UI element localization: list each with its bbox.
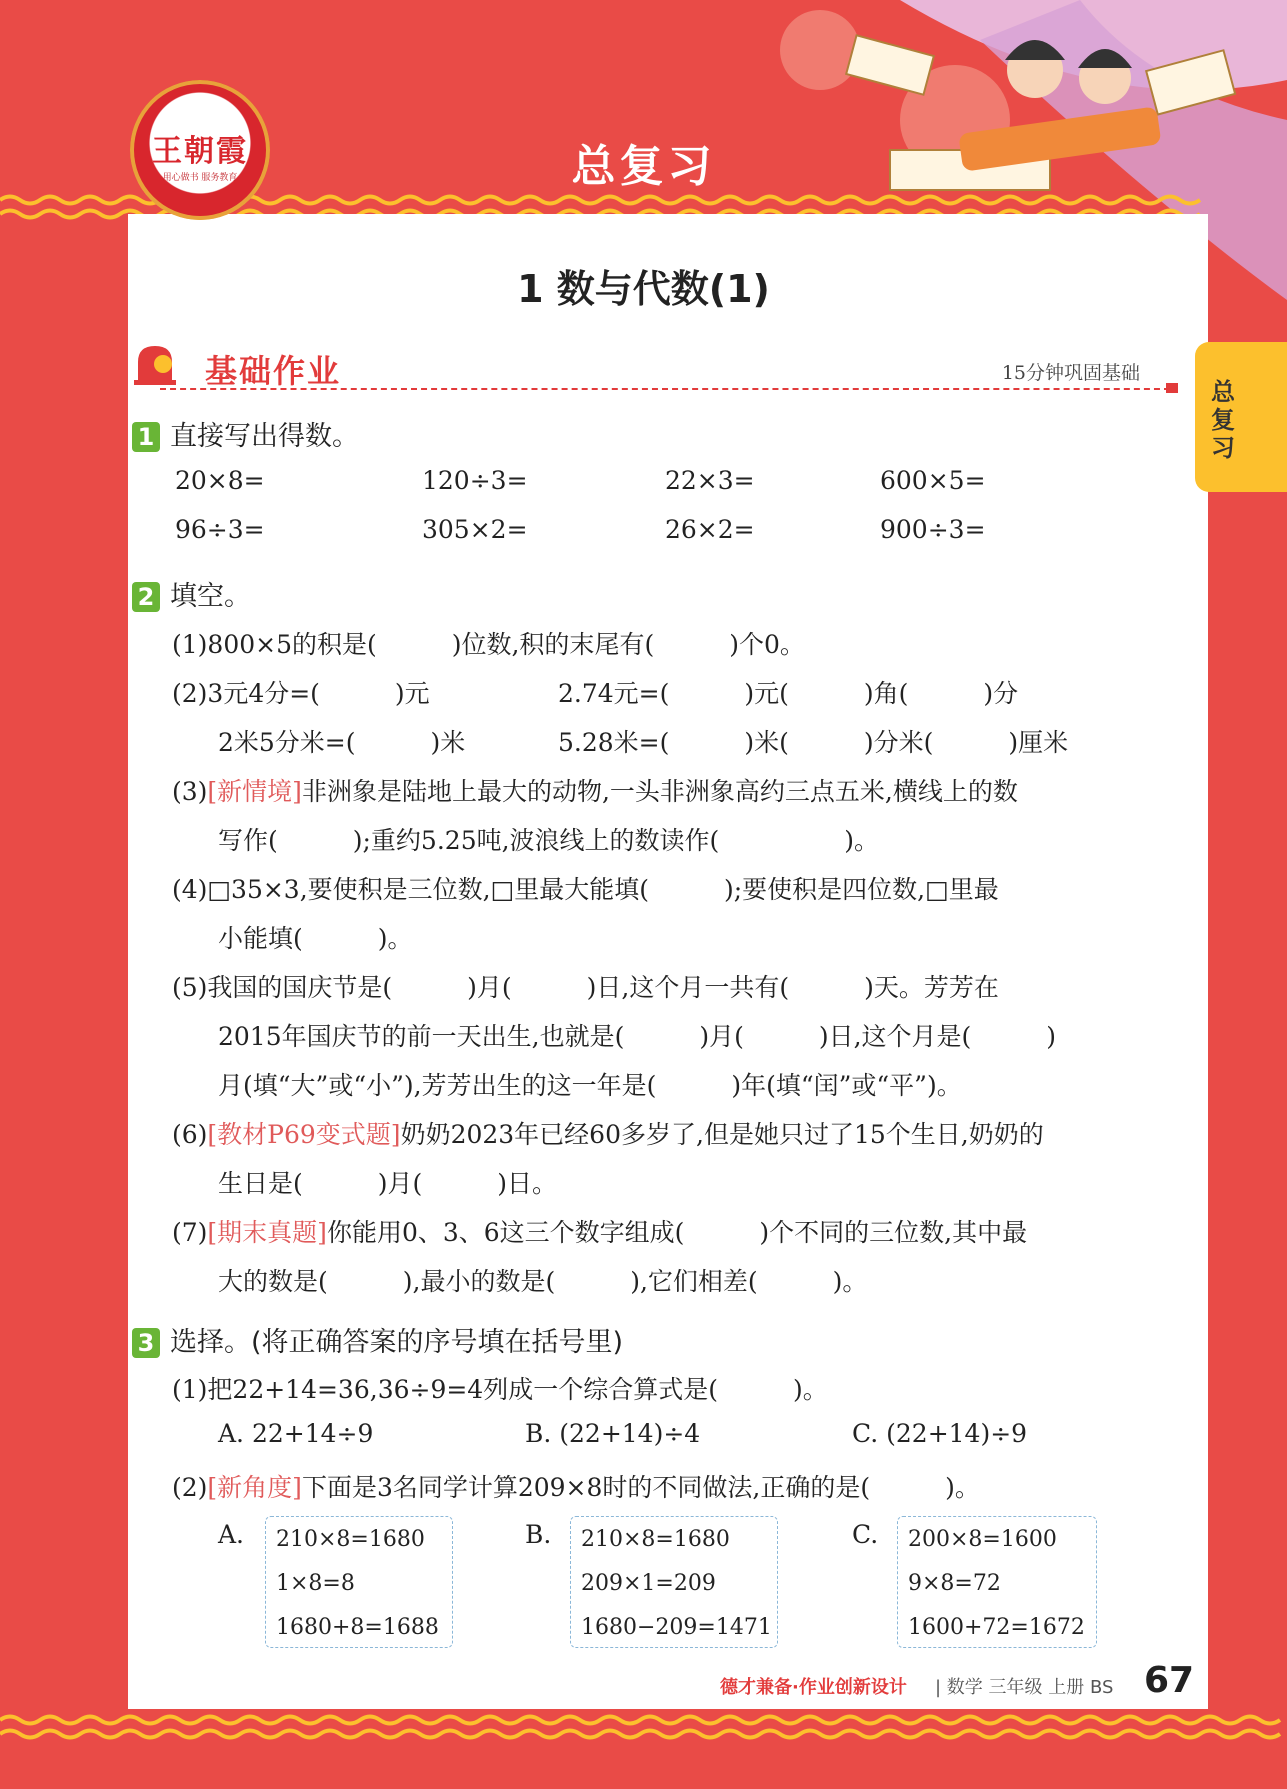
calc-item: 22×3=	[665, 466, 755, 495]
calc-line: 1×8=8	[276, 1571, 355, 1596]
calc-line: 210×8=1680	[581, 1527, 730, 1552]
section-time-note: 15分钟巩固基础	[1001, 362, 1140, 384]
item-tag: [期末真题]	[207, 1218, 327, 1247]
fill-line: 生日是( )月( )日。	[218, 1169, 558, 1198]
fill-line: (1)800×5的积是( )位数,积的末尾有( )个0。	[172, 630, 805, 659]
side-tab-label: 总复习	[1211, 378, 1235, 462]
section-divider	[160, 388, 1170, 390]
fill-line: (5)我国的国庆节是( )月( )日,这个月一共有( )天。芳芳在	[172, 973, 999, 1002]
choice-question: (1)把22+14=36,36÷9=4列成一个综合算式是( )。	[172, 1375, 828, 1404]
item-tag: [教材P69变式题]	[207, 1120, 401, 1149]
calc-item: 600×5=	[880, 466, 986, 495]
choice-option: C. (22+14)÷9	[852, 1419, 1028, 1448]
calc-method-box	[265, 1516, 453, 1648]
fill-line: 2米5分米=( )米	[218, 728, 466, 757]
fill-line: 月(填“大”或“小”),芳芳出生的这一年是( )年(填“闰”或“平”)。	[218, 1071, 962, 1100]
page-title: 总复习	[571, 141, 716, 192]
item-text: 下面是3名同学计算209×8时的不同做法,正确的是( )。	[301, 1473, 980, 1502]
calc-line: 1600+72=1672	[908, 1615, 1085, 1640]
choice-option: A. 22+14÷9	[218, 1419, 374, 1448]
question-3-heading	[132, 1320, 623, 1359]
calc-item: 20×8=	[175, 466, 265, 495]
calc-line: 1680−209=1471	[581, 1615, 772, 1640]
calc-item: 26×2=	[665, 515, 755, 544]
choice-option: B. (22+14)÷4	[525, 1419, 701, 1448]
question-1-heading	[132, 414, 359, 453]
fill-line: (4)□35×3,要使积是三位数,□里最大能填( );要使积是四位数,□里最	[172, 875, 999, 904]
fill-line: 大的数是( ),最小的数是( ),它们相差( )。	[218, 1267, 868, 1296]
fill-line: 写作( );重约5.25吨,波浪线上的数读作( )。	[218, 826, 880, 855]
item-number: (2)	[172, 1473, 208, 1502]
calc-line: 200×8=1600	[908, 1527, 1057, 1552]
calc-item: 900÷3=	[880, 515, 986, 544]
calc-item: 120÷3=	[422, 466, 528, 495]
lesson-title: 1 数与代数(1)	[517, 267, 770, 311]
question-3-number: 3	[132, 1328, 160, 1358]
logo-text: 王朝霞	[152, 134, 248, 169]
calc-method-box	[897, 1516, 1097, 1648]
footer-brand: 德才兼备·作业创新设计	[720, 1677, 907, 1698]
section-header	[130, 336, 1170, 396]
calc-method-box	[570, 1516, 778, 1648]
calc-line: 9×8=72	[908, 1571, 1001, 1596]
item-text: 奶奶2023年已经60多岁了,但是她只过了15个生日,奶奶的	[400, 1120, 1044, 1149]
page-number: 67	[1144, 1660, 1195, 1701]
item-number: (3)	[172, 777, 208, 806]
calc-item: 305×2=	[422, 515, 528, 544]
calc-item: 96÷3=	[175, 515, 265, 544]
question-2-heading	[132, 574, 251, 613]
section-title: 基础作业	[205, 352, 342, 390]
question-2-title: 填空。	[170, 581, 251, 612]
calc-line: 1680+8=1688	[276, 1615, 439, 1640]
fill-line: (2)3元4分=( )元	[172, 679, 430, 708]
choice-label: B.	[525, 1520, 552, 1549]
item-tag: [新情境]	[207, 777, 302, 806]
calc-line: 209×1=209	[581, 1571, 716, 1596]
fill-line: 2015年国庆节的前一天出生,也就是( )月( )日,这个月是( )	[218, 1022, 1057, 1051]
question-1-number: 1	[132, 422, 160, 452]
divider-end-mark	[1166, 383, 1178, 393]
logo-subtitle: 用心做书 服务教育	[162, 173, 238, 183]
question-2-number: 2	[132, 582, 160, 612]
item-text: 你能用0、3、6这三个数字组成( )个不同的三位数,其中最	[326, 1218, 1028, 1247]
fill-line	[172, 1213, 1027, 1249]
item-tag: [新角度]	[207, 1473, 302, 1502]
item-number: (6)	[172, 1120, 208, 1149]
fill-line	[172, 1115, 1044, 1151]
choice-label: A.	[218, 1520, 245, 1549]
footer-info: | 数学 三年级 上册 BS	[935, 1677, 1114, 1698]
question-3-title: 选择。(将正确答案的序号填在括号里)	[170, 1327, 624, 1358]
fill-line	[172, 772, 1018, 808]
calc-line: 210×8=1680	[276, 1527, 425, 1552]
choice-label: C.	[852, 1520, 879, 1549]
item-text: 非洲象是陆地上最大的动物,一头非洲象高约三点五米,横线上的数	[301, 777, 1018, 806]
fill-line: 小能填( )。	[218, 924, 413, 953]
bell-icon	[130, 340, 180, 390]
item-number: (7)	[172, 1218, 208, 1247]
choice-question	[172, 1468, 980, 1504]
fill-line: 2.74元=( )元( )角( )分	[558, 679, 1019, 708]
question-1-title: 直接写出得数。	[170, 421, 359, 452]
fill-line: 5.28米=( )米( )分米( )厘米	[558, 728, 1069, 757]
